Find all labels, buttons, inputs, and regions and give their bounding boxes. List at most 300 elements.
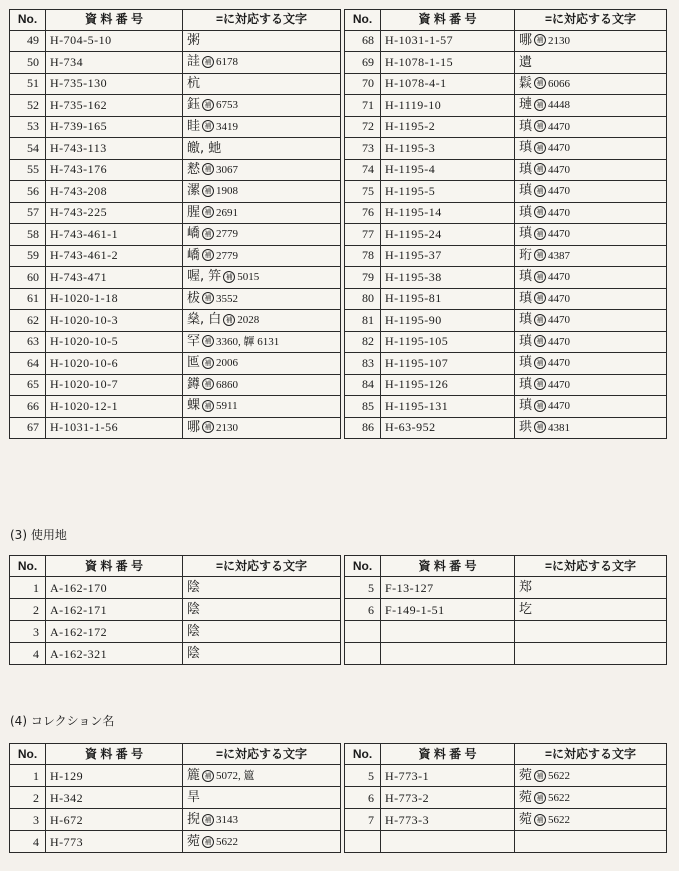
- char-value: 慭: [187, 161, 201, 177]
- table-usage: [9, 555, 667, 665]
- char-value: 詿: [187, 54, 201, 69]
- row-id: H-739-165: [46, 116, 183, 138]
- row-id: H-735-130: [46, 73, 183, 95]
- header-id: 資 料 番 号: [46, 10, 183, 31]
- char-value: 燊, 白: [187, 312, 222, 327]
- header-char: =に対応する文字: [515, 556, 667, 577]
- char-cell: [515, 831, 667, 853]
- char-cell: [515, 138, 667, 160]
- char-value: 遺: [519, 54, 533, 70]
- table-row: [10, 181, 667, 203]
- supplement-badge: 補: [202, 249, 214, 261]
- row-no: 63: [10, 331, 46, 353]
- table-row: [10, 116, 667, 138]
- char-cell: [515, 245, 667, 267]
- row-no: 81: [345, 310, 381, 332]
- char-value: 瑱: [519, 290, 533, 306]
- row-no: 60: [10, 267, 46, 289]
- supplement-badge: 補: [202, 335, 214, 347]
- row-no: 80: [345, 288, 381, 310]
- row-id: H-1195-5: [381, 181, 515, 203]
- supplement-badge: 補: [534, 770, 546, 782]
- section-title-usage: (3) 使用地: [10, 528, 67, 542]
- char-ref: 2028: [237, 314, 260, 326]
- row-id: H-1020-10-6: [46, 353, 183, 375]
- char-cell: [515, 809, 667, 831]
- row-no: 86: [345, 417, 381, 439]
- table-row: [10, 245, 667, 267]
- char-value: 珙: [519, 419, 533, 435]
- char-value: 瑱: [519, 140, 533, 155]
- char-value: 菀: [519, 812, 533, 827]
- header-id: 資 料 番 号: [381, 744, 515, 765]
- row-no: 70: [345, 73, 381, 95]
- supplement-badge: 補: [202, 357, 214, 369]
- supplement-badge: 補: [534, 292, 546, 304]
- row-id: H-773: [46, 831, 183, 853]
- supplement-badge: 補: [202, 206, 214, 218]
- table-row: [10, 374, 667, 396]
- char-cell: [515, 52, 667, 74]
- row-id: H-1195-2: [381, 116, 515, 138]
- char-value: 匜: [187, 355, 201, 370]
- row-no: 50: [10, 52, 46, 74]
- row-no: 54: [10, 138, 46, 160]
- row-id: H-1020-12-1: [46, 396, 183, 418]
- supplement-badge: 補: [534, 314, 546, 326]
- supplement-badge: 補: [202, 163, 214, 175]
- char-cell: [515, 643, 667, 665]
- supplement-badge: 補: [534, 271, 546, 283]
- char-ref: 6860: [216, 378, 239, 391]
- table2-body: [10, 577, 667, 665]
- row-no: 3: [10, 809, 46, 831]
- char-cell: [515, 417, 667, 439]
- char-cell: [183, 73, 341, 95]
- header-no: No.: [345, 10, 381, 31]
- row-id: H-1020-1-18: [46, 288, 183, 310]
- char-cell: [515, 267, 667, 289]
- char-cell: [183, 331, 341, 353]
- supplement-badge: 補: [534, 77, 546, 89]
- char-cell: [515, 599, 667, 621]
- char-cell: [183, 765, 341, 787]
- row-no: 56: [10, 181, 46, 203]
- supplement-badge: 補: [202, 56, 214, 68]
- char-ref: 5072, 簄: [216, 770, 255, 782]
- supplement-badge: 補: [202, 814, 214, 826]
- row-id: H-1195-90: [381, 310, 515, 332]
- char-ref: 3552: [216, 292, 239, 305]
- char-value: 瑱: [519, 376, 533, 392]
- row-id: H-1078-1-15: [381, 52, 515, 74]
- char-value: 掜: [187, 812, 201, 827]
- char-ref: 4470: [548, 185, 571, 197]
- char-value: 璉: [519, 97, 533, 112]
- table-row: [10, 202, 667, 224]
- row-no: 77: [345, 224, 381, 246]
- row-id: H-1031-1-56: [46, 417, 183, 439]
- row-no: 65: [10, 374, 46, 396]
- row-no: 83: [345, 353, 381, 375]
- char-value: 杭: [187, 76, 201, 91]
- row-no: 67: [10, 417, 46, 439]
- row-id: H-342: [46, 787, 183, 809]
- table-row: [10, 621, 667, 643]
- row-no: 76: [345, 202, 381, 224]
- row-id: [381, 621, 515, 643]
- char-cell: [183, 30, 341, 52]
- supplement-badge: 補: [534, 814, 546, 826]
- row-no: [345, 643, 381, 665]
- row-id: A-162-171: [46, 599, 183, 621]
- row-no: 52: [10, 95, 46, 117]
- row-no: 58: [10, 224, 46, 246]
- char-cell: [183, 224, 341, 246]
- row-no: 78: [345, 245, 381, 267]
- char-value: 瑱: [519, 333, 533, 349]
- char-ref: 4470: [548, 378, 571, 391]
- char-cell: [183, 353, 341, 375]
- table-row: [10, 138, 667, 160]
- supplement-badge: 補: [534, 34, 546, 46]
- char-cell: [183, 202, 341, 224]
- supplement-badge: 補: [534, 357, 546, 369]
- char-cell: [515, 787, 667, 809]
- table3-body: [10, 765, 667, 853]
- char-value: 腥: [187, 204, 201, 220]
- row-id: H-1195-24: [381, 224, 515, 246]
- char-value: 鬏: [519, 75, 533, 91]
- row-id: H-1195-14: [381, 202, 515, 224]
- char-value: 瑱: [519, 183, 533, 198]
- char-value: 菀: [519, 790, 533, 805]
- row-no: 1: [10, 765, 46, 787]
- table-row: [10, 831, 667, 853]
- supplement-badge: 補: [534, 792, 546, 804]
- table-row: [10, 599, 667, 621]
- char-value: 陰: [187, 624, 201, 639]
- row-no: 55: [10, 159, 46, 181]
- supplement-badge: 補: [534, 142, 546, 154]
- char-value: 皦, 虵: [187, 140, 222, 156]
- char-cell: [183, 396, 341, 418]
- char-value: 珩: [519, 247, 533, 263]
- row-id: H-1119-10: [381, 95, 515, 117]
- char-value: 簏: [187, 768, 201, 783]
- table-row: [10, 417, 667, 439]
- table-row: [10, 267, 667, 289]
- row-id: H-1195-107: [381, 353, 515, 375]
- header-char: =に対応する文字: [183, 10, 341, 31]
- header-id: 資 料 番 号: [46, 556, 183, 577]
- table-row: [10, 577, 667, 599]
- char-ref: 4470: [548, 120, 571, 133]
- row-id: H-704-5-10: [46, 30, 183, 52]
- char-value: 陰: [187, 646, 201, 661]
- row-id: F-13-127: [381, 577, 515, 599]
- char-ref: 5622: [548, 792, 571, 804]
- char-cell: [515, 288, 667, 310]
- supplement-badge: 補: [534, 378, 546, 390]
- row-no: 5: [345, 577, 381, 599]
- char-ref: 4470: [548, 292, 571, 305]
- row-id: H-1195-126: [381, 374, 515, 396]
- table-row: [10, 288, 667, 310]
- row-no: 79: [345, 267, 381, 289]
- char-cell: [515, 116, 667, 138]
- table-row: [10, 643, 667, 665]
- char-cell: [515, 73, 667, 95]
- supplement-badge: 補: [534, 163, 546, 175]
- char-ref: 4470: [548, 271, 571, 283]
- row-no: 49: [10, 30, 46, 52]
- row-id: H-1020-10-5: [46, 331, 183, 353]
- char-value: 蜾: [187, 398, 201, 413]
- header-no: No.: [10, 10, 46, 31]
- row-no: 5: [345, 765, 381, 787]
- table-row: [10, 73, 667, 95]
- char-value: 陰: [187, 602, 201, 617]
- char-ref: 3143: [216, 814, 239, 826]
- row-no: 2: [10, 787, 46, 809]
- supplement-badge: 補: [202, 421, 214, 433]
- char-value: 菀: [187, 834, 201, 849]
- row-id: H-773-3: [381, 809, 515, 831]
- header-no: No.: [10, 556, 46, 577]
- row-id: H-1195-37: [381, 245, 515, 267]
- char-cell: [183, 599, 341, 621]
- row-no: 69: [345, 52, 381, 74]
- row-no: 57: [10, 202, 46, 224]
- row-no: 68: [345, 30, 381, 52]
- char-cell: [515, 374, 667, 396]
- char-ref: 4470: [548, 228, 571, 240]
- row-no: 74: [345, 159, 381, 181]
- row-id: H-672: [46, 809, 183, 831]
- char-value: 漯: [187, 183, 201, 198]
- supplement-badge: 補: [202, 400, 214, 412]
- header-no: No.: [10, 744, 46, 765]
- char-ref: 2779: [216, 228, 239, 240]
- char-value: 嶠: [187, 226, 201, 241]
- table-row: [10, 224, 667, 246]
- char-cell: [515, 202, 667, 224]
- table-row: [10, 310, 667, 332]
- table-row: [10, 787, 667, 809]
- row-id: H-773-2: [381, 787, 515, 809]
- row-no: 66: [10, 396, 46, 418]
- row-id: A-162-321: [46, 643, 183, 665]
- supplement-badge: 補: [202, 770, 214, 782]
- char-ref: 5622: [548, 770, 571, 782]
- supplement-badge: 補: [534, 185, 546, 197]
- char-value: 瑱: [519, 118, 533, 134]
- row-id: H-1195-3: [381, 138, 515, 160]
- supplement-badge: 補: [534, 206, 546, 218]
- row-no: 59: [10, 245, 46, 267]
- char-value: 喔, 笄: [187, 269, 222, 284]
- supplement-badge: 補: [202, 292, 214, 304]
- row-id: F-149-1-51: [381, 599, 515, 621]
- char-ref: 4470: [548, 314, 571, 326]
- supplement-badge: 補: [534, 249, 546, 261]
- row-id: H-743-461-1: [46, 224, 183, 246]
- char-value: 眭: [187, 118, 201, 134]
- char-cell: [515, 331, 667, 353]
- supplement-badge: 補: [202, 185, 214, 197]
- char-ref: 4448: [548, 99, 571, 111]
- section-title-collection: (4) コレクション名: [10, 714, 115, 728]
- row-id: H-1195-38: [381, 267, 515, 289]
- row-no: 64: [10, 353, 46, 375]
- table-row: [10, 809, 667, 831]
- char-cell: [183, 138, 341, 160]
- char-value: 哪: [187, 419, 201, 435]
- char-value: 瑱: [519, 204, 533, 220]
- char-cell: [183, 621, 341, 643]
- row-no: 82: [345, 331, 381, 353]
- char-cell: [515, 181, 667, 203]
- row-id: H-1020-10-3: [46, 310, 183, 332]
- char-cell: [183, 417, 341, 439]
- row-no: 72: [345, 116, 381, 138]
- char-cell: [183, 643, 341, 665]
- char-ref: 4387: [548, 249, 571, 262]
- char-ref: 4470: [548, 357, 571, 369]
- row-id: H-129: [46, 765, 183, 787]
- table1-body: [10, 30, 667, 439]
- char-ref: 5911: [216, 400, 238, 412]
- table-header-row: [10, 744, 667, 765]
- char-cell: [183, 577, 341, 599]
- char-cell: [183, 288, 341, 310]
- row-no: 2: [10, 599, 46, 621]
- char-cell: [183, 809, 341, 831]
- char-ref: 5622: [216, 836, 239, 848]
- row-id: H-735-162: [46, 95, 183, 117]
- char-ref: 6753: [216, 99, 239, 111]
- table-row: [10, 396, 667, 418]
- char-value: 瑱: [519, 226, 533, 241]
- row-id: H-1020-10-7: [46, 374, 183, 396]
- row-no: 73: [345, 138, 381, 160]
- table-row: [10, 95, 667, 117]
- row-no: 51: [10, 73, 46, 95]
- row-id: H-773-1: [381, 765, 515, 787]
- supplement-badge: 補: [202, 378, 214, 390]
- row-no: 4: [10, 643, 46, 665]
- char-cell: [183, 787, 341, 809]
- char-cell: [515, 30, 667, 52]
- char-ref: 4470: [548, 142, 571, 154]
- char-cell: [515, 159, 667, 181]
- char-cell: [183, 159, 341, 181]
- char-value: 瑱: [519, 398, 533, 413]
- char-ref: 1908: [216, 185, 239, 197]
- supplement-badge: 補: [202, 836, 214, 848]
- row-id: [381, 643, 515, 665]
- row-no: 61: [10, 288, 46, 310]
- char-ref: 2130: [216, 421, 239, 434]
- char-value: 鈺: [187, 97, 201, 112]
- row-id: H-1195-4: [381, 159, 515, 181]
- header-char: =に対応する文字: [183, 556, 341, 577]
- row-no: 84: [345, 374, 381, 396]
- char-ref: 6066: [548, 77, 571, 90]
- char-cell: [183, 831, 341, 853]
- row-id: H-743-461-2: [46, 245, 183, 267]
- supplement-badge: 補: [202, 99, 214, 111]
- char-ref: 6178: [216, 56, 239, 68]
- supplement-badge: 補: [534, 421, 546, 433]
- supplement-badge: 補: [223, 271, 235, 283]
- row-id: A-162-170: [46, 577, 183, 599]
- table-header-row: [10, 10, 667, 31]
- char-cell: [515, 577, 667, 599]
- char-value: 柭: [187, 290, 201, 306]
- row-no: [345, 831, 381, 853]
- table-row: [10, 765, 667, 787]
- row-id: [381, 831, 515, 853]
- header-id: 資 料 番 号: [381, 10, 515, 31]
- row-no: 71: [345, 95, 381, 117]
- row-no: 53: [10, 116, 46, 138]
- char-cell: [515, 621, 667, 643]
- supplement-badge: 補: [202, 120, 214, 132]
- char-ref: 3419: [216, 120, 239, 133]
- char-ref: 4381: [548, 421, 571, 434]
- char-cell: [183, 245, 341, 267]
- table-row: [10, 331, 667, 353]
- row-no: 85: [345, 396, 381, 418]
- char-value: 菀: [519, 768, 533, 783]
- supplement-badge: 補: [534, 120, 546, 132]
- char-ref: 4470: [548, 206, 571, 219]
- table-row: [10, 52, 667, 74]
- header-char: =に対応する文字: [515, 744, 667, 765]
- header-char: =に対応する文字: [183, 744, 341, 765]
- row-no: 4: [10, 831, 46, 853]
- row-id: H-743-208: [46, 181, 183, 203]
- char-cell: [515, 95, 667, 117]
- char-value: 圪: [519, 602, 533, 617]
- row-id: H-734: [46, 52, 183, 74]
- char-cell: [515, 310, 667, 332]
- row-id: H-1195-81: [381, 288, 515, 310]
- char-value: 陰: [187, 580, 201, 595]
- char-value: 旱: [187, 790, 201, 805]
- table-row: [10, 159, 667, 181]
- table-row: [10, 353, 667, 375]
- char-value: 鐏: [187, 376, 201, 392]
- char-ref: 4470: [548, 335, 571, 348]
- table-row: [10, 30, 667, 52]
- supplement-badge: 補: [202, 228, 214, 240]
- row-id: H-743-471: [46, 267, 183, 289]
- row-id: H-743-176: [46, 159, 183, 181]
- row-no: 75: [345, 181, 381, 203]
- char-value: 瑱: [519, 161, 533, 177]
- char-ref: 3067: [216, 163, 239, 176]
- row-id: A-162-172: [46, 621, 183, 643]
- char-cell: [515, 224, 667, 246]
- supplement-badge: 補: [534, 99, 546, 111]
- char-value: 罕: [187, 333, 201, 349]
- char-cell: [515, 765, 667, 787]
- table-header-row: [10, 556, 667, 577]
- row-no: 62: [10, 310, 46, 332]
